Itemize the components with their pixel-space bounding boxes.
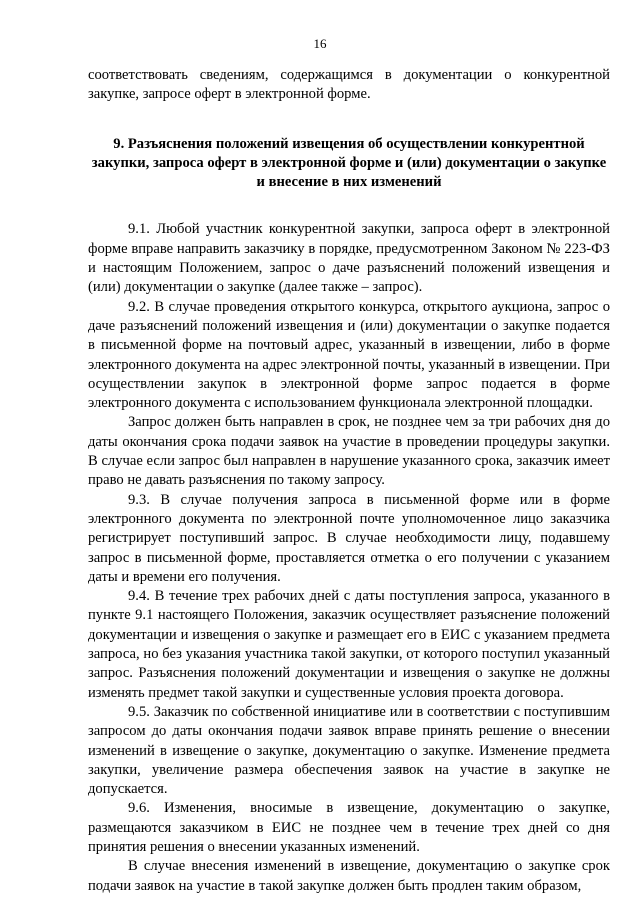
page-number: 16	[313, 36, 327, 51]
paragraph-9-3: 9.3. В случае получения запроса в письменной форме или в форме электронного документа по электронной почте уполномоченное лицо заказчика регистрирует поступивший запрос. В случае необходимости лицу, подавшему запрос в письменной форме, проставляется отметка о его получении с указанием даты и времени его получения.	[88, 491, 610, 585]
section-heading: 9. Разъяснения положений извещения об осуществлении конкурентной закупки, запроса оферт в электронной форме и (или) документации о закупке и внесение в них изменений	[91, 135, 607, 191]
document-body	[88, 66, 610, 896]
paragraph-9-6: 9.6. Изменения, вносимые в извещение, документацию о закупке, размещаются заказчиком в ЕИС не позднее чем в течение трех дней со дня принятия решения о внесении указанных изменений.	[88, 800, 610, 855]
paragraph-9-1: 9.1. Любой участник конкурентной закупки, запроса оферт в электронной форме вправе направить заказчику в порядке, предусмотренном Законом № 223-ФЗ и настоящим Положением, запрос о даче разъяснений положений извещения и (или) документации о закупке (далее также – запрос).	[88, 221, 610, 296]
paragraph-9-6-extension: В случае внесения изменений в извещение, документацию о закупке срок подачи заявок на участие в такой закупке должен быть продлен таким образом,	[88, 858, 610, 894]
intro-paragraph: соответствовать сведениям, содержащимся в документации о конкурентной закупке, запросе оферт в электронной форме.	[88, 67, 610, 103]
paragraph-9-5: 9.5. Заказчик по собственной инициативе или в соответствии с поступившим запросом до даты окончания подачи заявок вправе принять решение о внесении изменений в извещение о закупке, документацию о закупке. Изменение предмета закупки, увеличение размера обеспечения заявок на участие в закупке не допускается.	[88, 703, 610, 798]
paragraph-9-2: 9.2. В случае проведения открытого конкурса, открытого аукциона, запрос о даче разъяснений положений извещения и (или) документации о закупке подается в письменной форме на почтовый адрес, указанный в извещении, либо в форме электронного документа на адрес электронной почты, указанный в извещении. При осуществлении закупок в электронной форме запрос подается в форме электронного документа с использованием функционала электронной площадки.	[88, 298, 610, 412]
paragraph-9-2-deadline: Запрос должен быть направлен в срок, не позднее чем за три рабочих дня до даты окончания срока подачи заявок на участие в проведении процедуры закупки. В случае если запрос был направлен в нарушение указанного срока, заказчик имеет право не давать разъяснения по такому запросу.	[88, 414, 610, 489]
paragraph-9-4: 9.4. В течение трех рабочих дней с даты поступления запроса, указанного в пункте 9.1 настоящего Положения, заказчик осуществляет разъяснение положений документации и извещения о закупке и размещает его в ЕИС с указанием предмета запроса, но без указания участника такой закупки, от которого поступил указанный запрос. Разъяснения положений документации и извещения о закупке не должны изменять предмет такой закупки и существенные условия проекта договора.	[88, 588, 610, 701]
